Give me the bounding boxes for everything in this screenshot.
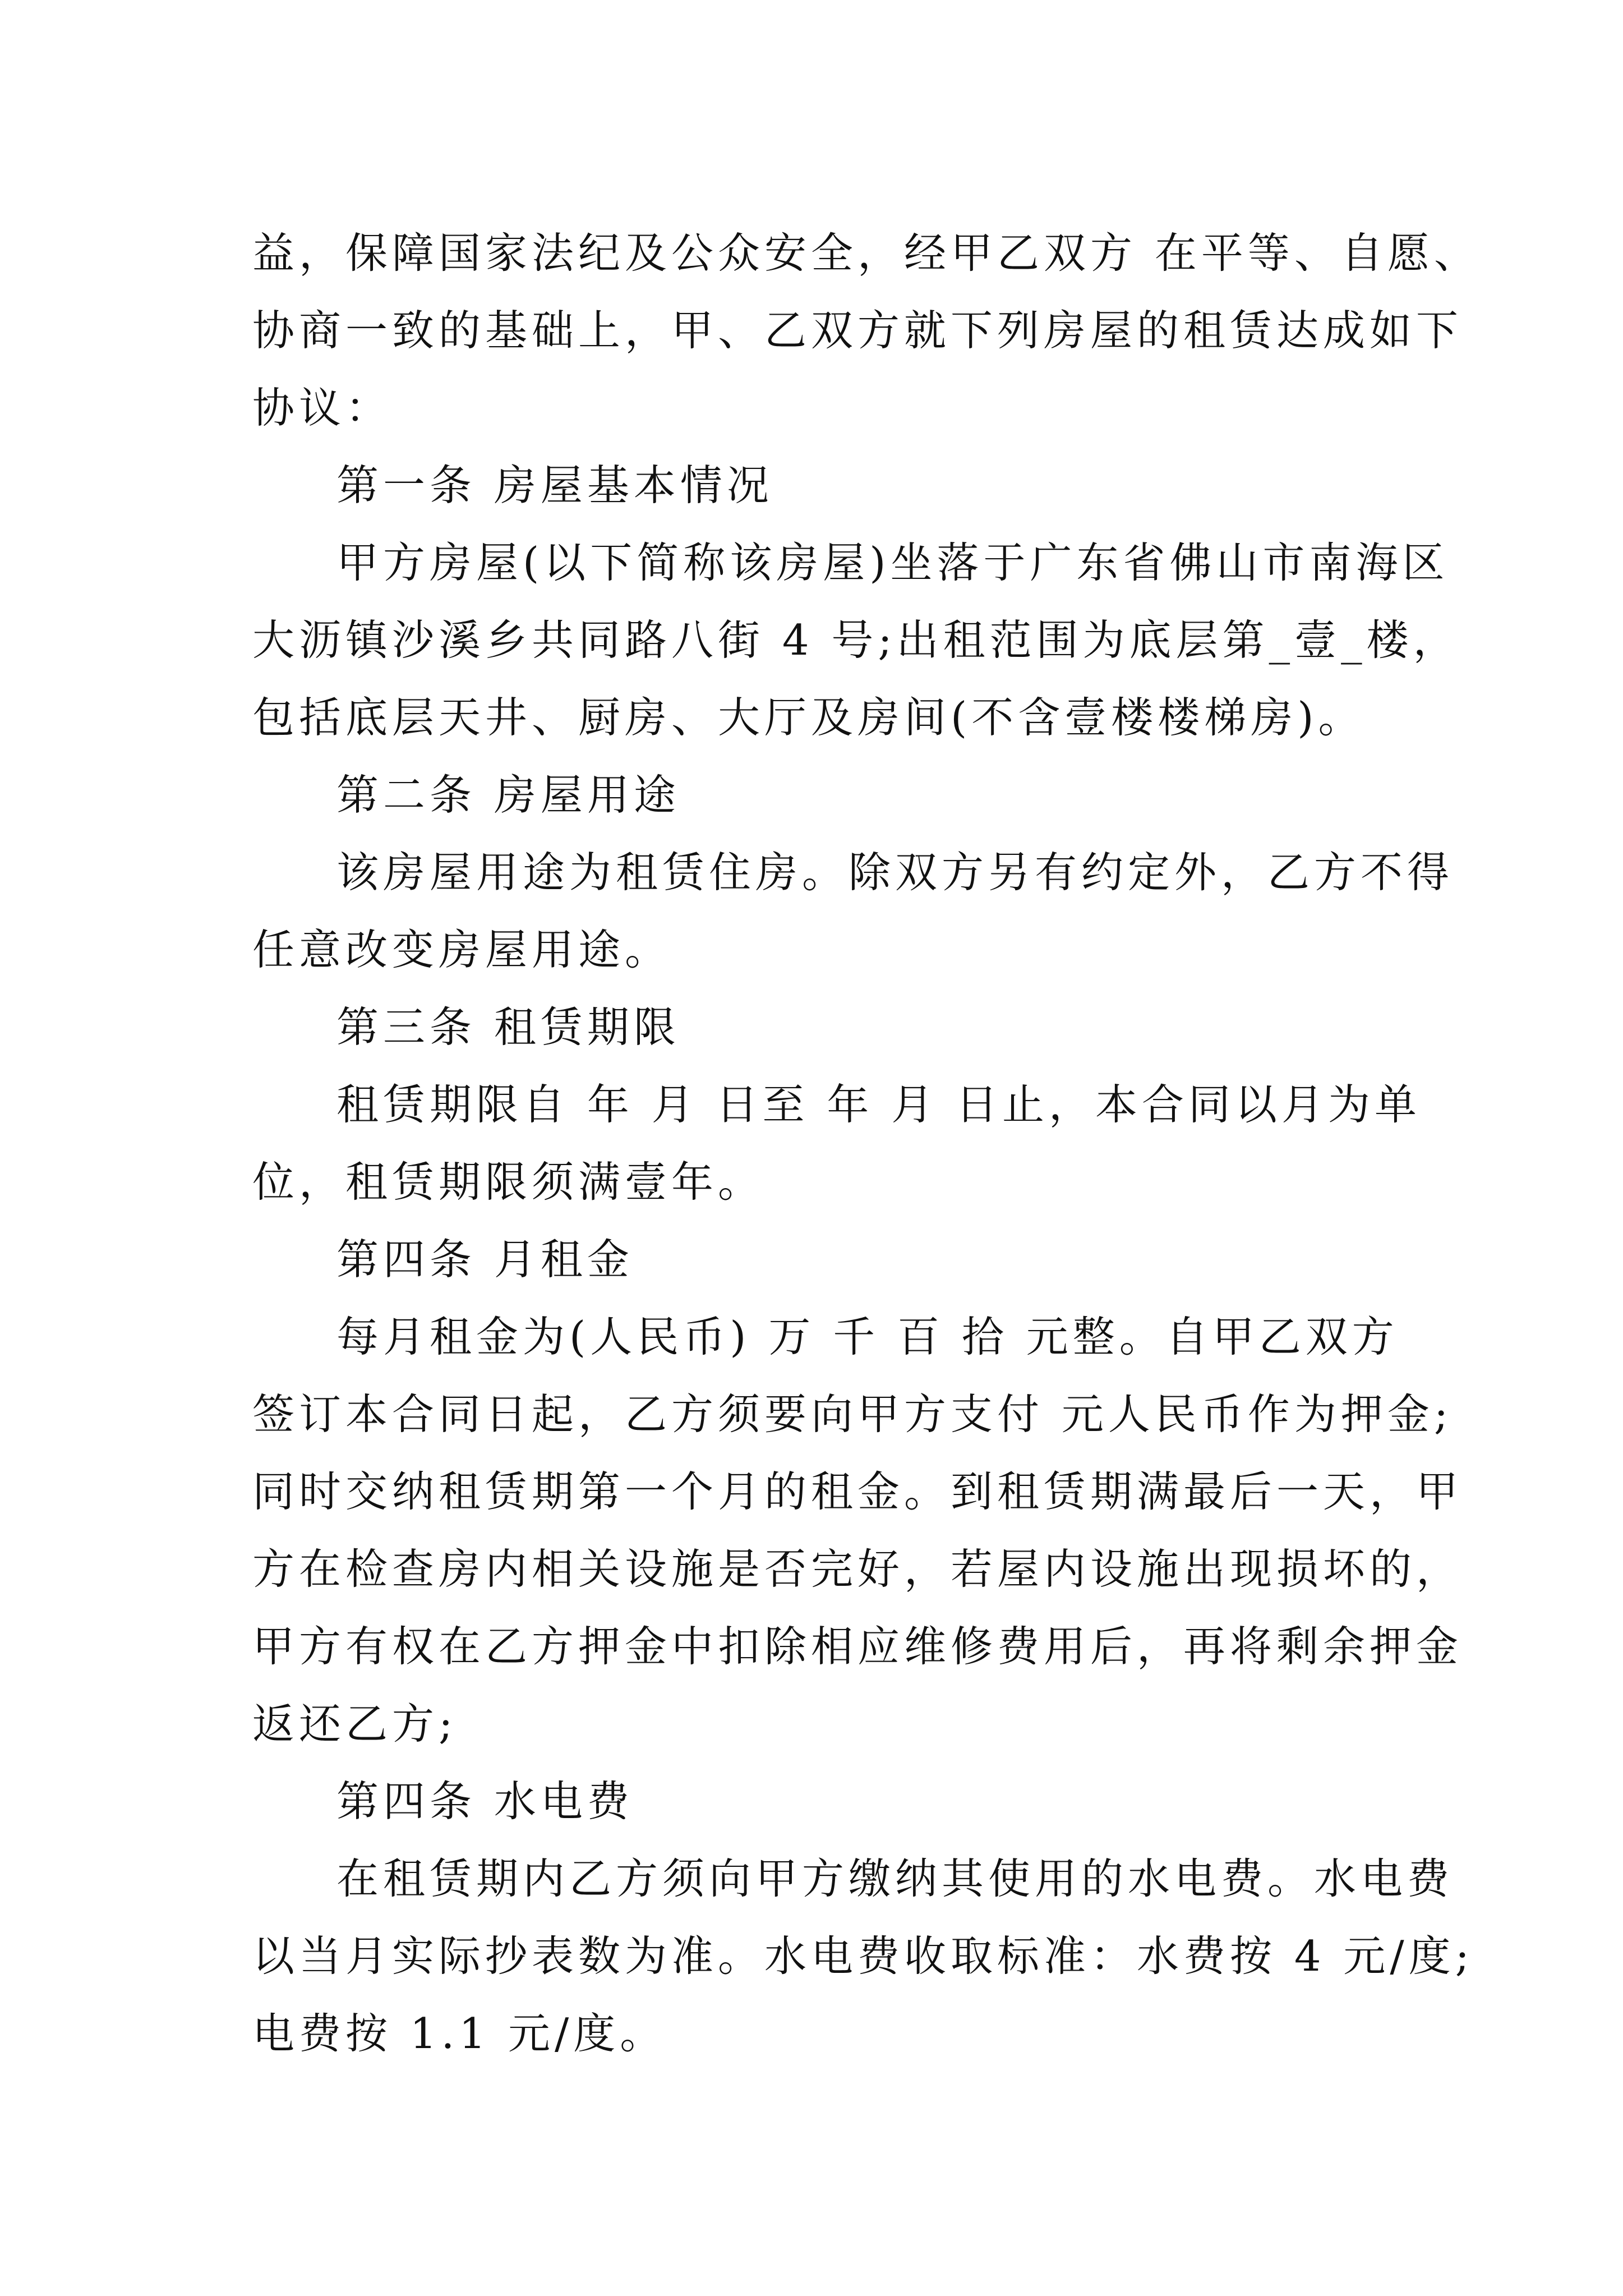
section-heading: 第四条 水电费: [336, 1777, 634, 1826]
document-body: [252, 214, 1481, 2072]
text-line: 大沥镇沙溪乡共同路八街 4 号;出租范围为底层第_壹_楼，: [252, 615, 1460, 665]
section-heading: 第一条 房屋基本情况: [336, 461, 773, 510]
text-line: 协商一致的基础上，甲、乙双方就下列房屋的租赁达成如下: [252, 306, 1463, 355]
text-line: 以当月实际抄表数为准。水电费收取标准：水费按 4 元/度;: [252, 1931, 1474, 1981]
text-line: 同时交纳租赁期第一个月的租金。到租赁期满最后一天，甲: [252, 1467, 1463, 1516]
section-heading: 第四条 月租金: [336, 1235, 634, 1284]
text-line: 益，保障国家法纪及公众安全，经甲乙双方 在平等、自愿、: [252, 228, 1481, 278]
text-line: 签订本合同日起，乙方须要向甲方支付 元人民币作为押金;: [252, 1389, 1453, 1439]
section-heading: 第二条 房屋用途: [336, 770, 680, 820]
text-line: 租赁期限自 年 月 日至 年 月 日止，本合同以月为单: [336, 1080, 1422, 1129]
text-line: 协议：: [252, 383, 393, 432]
text-line: 任意改变房屋用途。: [252, 925, 672, 974]
section-heading: 第三条 租赁期限: [336, 1002, 680, 1052]
text-line: 甲方房屋(以下简称该房屋)坐落于广东省佛山市南海区: [336, 538, 1449, 587]
text-line: 电费按 1.1 元/度。: [252, 2009, 667, 2058]
text-line: 返还乙方;: [252, 1699, 458, 1749]
text-line: 在租赁期内乙方须向甲方缴纳其使用的水电费。水电费: [336, 1854, 1454, 1903]
text-line: 方在检查房内相关设施是否完好，若屋内设施出现损坏的，: [252, 1544, 1463, 1594]
text-line: 位，租赁期限须满壹年。: [252, 1157, 765, 1207]
text-line: 每月租金为(人民币) 万 千 百 拾 元整。自甲乙双方: [336, 1312, 1399, 1361]
text-line: 甲方有权在乙方押金中扣除相应维修费用后，再将剩余押金: [252, 1622, 1463, 1671]
text-line: 该房屋用途为租赁住房。除双方另有约定外，乙方不得: [336, 848, 1454, 897]
text-line: 包括底层天井、厨房、大厅及房间(不含壹楼楼梯房)。: [252, 693, 1365, 742]
